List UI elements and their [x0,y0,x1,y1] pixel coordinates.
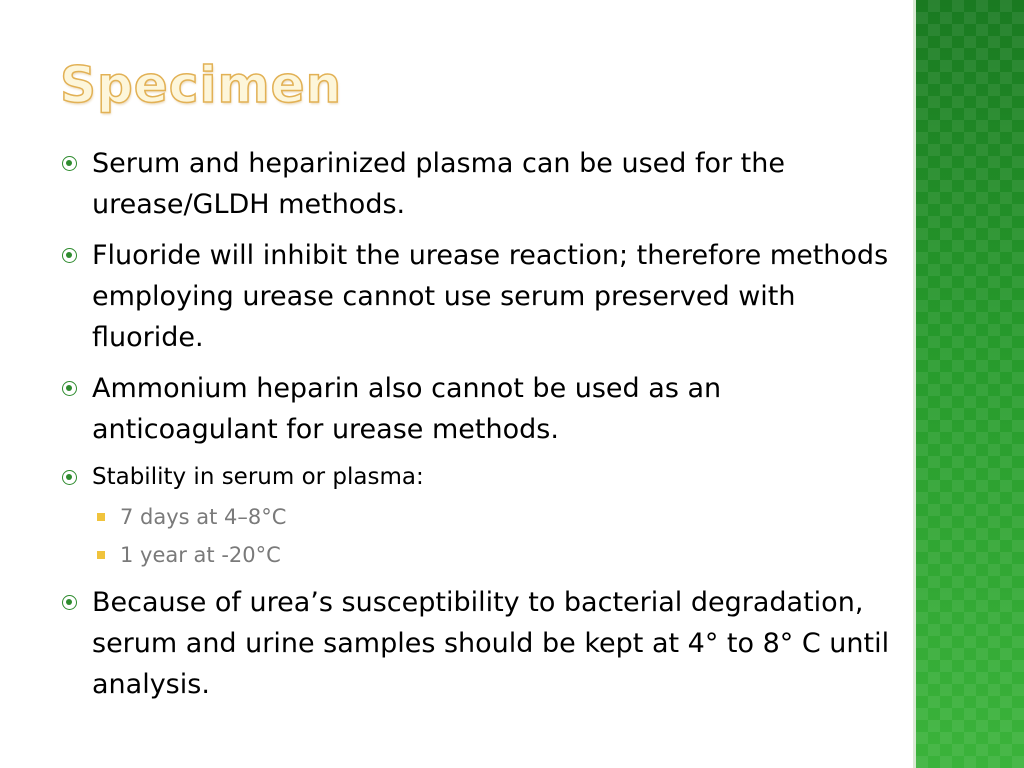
bullet-circle-icon [62,595,77,610]
bullet-text: Fluoride will inhibit the urease reaction; therefore methods employing urease cannot use serum preserved with fluoride. [92,240,889,353]
square-bullet-icon [97,551,105,559]
sub-bullet-refrigerated [92,498,892,536]
bullet-fluoride [62,235,892,358]
bullet-serum-plasma [62,143,892,225]
sub-bullet-frozen [92,536,892,574]
square-bullet-icon [97,513,105,521]
sub-bullet-text: 1 year at -20°C [120,543,281,567]
bullet-text: Stability in serum or plasma: [92,464,424,490]
bullet-circle-icon [62,156,77,171]
sub-bullet-text: 7 days at 4–8°C [120,505,287,529]
bullet-text: Ammonium heparin also cannot be used as an anticoagulant for urease methods. [92,373,722,445]
bullet-bacterial-degradation [62,582,892,705]
bullet-circle-icon [62,470,77,485]
bullet-circle-icon [62,248,77,263]
decorative-green-sidebar [913,0,1024,768]
stability-sub-list [92,498,892,574]
bullet-text: Because of urea’s susceptibility to bacterial degradation, serum and urine samples should be kept at 4° to 8° C until analysis. [92,587,890,700]
bullet-ammonium-heparin [62,368,892,450]
bullet-stability [62,460,892,574]
bullet-circle-icon [62,381,77,396]
slide-title: Specimen [60,56,343,114]
bullet-text: Serum and heparinized plasma can be used for the urease/GLDH methods. [92,148,785,220]
bullet-list [62,143,892,715]
